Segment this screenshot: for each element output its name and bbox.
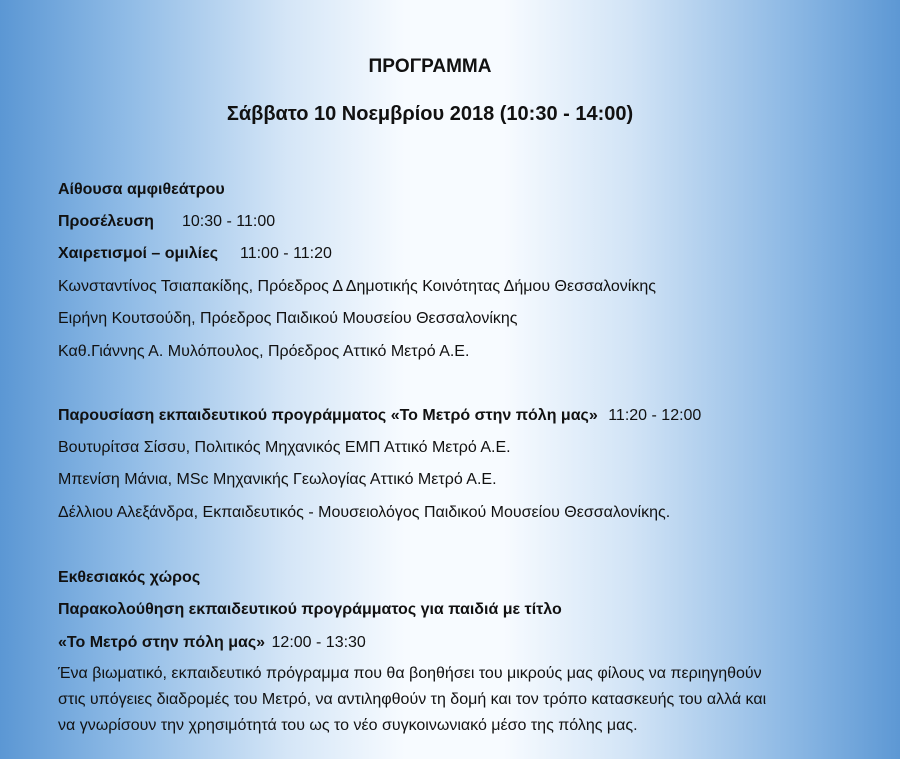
section2-heading: Παρουσίαση εκπαιδευτικού προγράμματος «Το Μετρό στην πόλη μας» (58, 407, 598, 424)
program-description (58, 661, 858, 739)
section1-heading: Αίθουσα αμφιθεάτρου (58, 181, 225, 198)
speaker-line: Μπενίση Μάνια, MSc Μηχανικής Γεωλογίας Αττικό Μετρό Α.Ε. (58, 471, 497, 488)
date-line: Σάββατο 10 Νοεμβρίου 2018 (10:30 - 14:00) (226, 103, 634, 125)
program-time: 12:00 - 13:30 (271, 634, 366, 651)
greetings-time: 11:00 - 11:20 (240, 245, 332, 262)
greetings-label: Χαιρετισμοί – ομιλίες (58, 245, 219, 262)
speaker-line: Βουτυρίτσα Σίσσυ, Πολιτικός Μηχανικός ΕΜΠ Αττικό Μετρό Α.Ε. (58, 439, 511, 456)
page-title: ΠΡΟΓΡΑΜΜΑ (368, 56, 492, 77)
program-title: «Το Μετρό στην πόλη μας» (58, 634, 266, 651)
program-title-line (58, 633, 366, 653)
arrival-time: 10:30 - 11:00 (182, 213, 276, 230)
section2-time: 11:20 - 12:00 (608, 407, 702, 424)
section3-subheading: Παρακολούθηση εκπαιδευτικού προγράμματος για παιδιά με τίτλο (58, 601, 562, 618)
description-line: Ένα βιωματικό, εκπαιδευτικό πρόγραμμα που θα βοηθήσει του μικρούς μας φίλους να περιηγηθούν (58, 665, 762, 682)
description-line: να γνωρίσουν την χρησιμότητά του ως το νέο συγκοινωνιακό μέσο της πόλης μας. (58, 717, 638, 734)
speaker-line: Ειρήνη Κουτσούδη, Πρόεδρος Παιδικού Μουσείου Θεσσαλονίκης (58, 310, 518, 327)
speaker-line: Κωνσταντίνος Τσιαπακίδης, Πρόεδρος Δ Δημοτικής Κοινότητας Δήμου Θεσσαλονίκης (58, 278, 656, 295)
section2-heading-line (58, 406, 701, 426)
speaker-line: Δέλλιου Αλεξάνδρα, Εκπαιδευτικός - Μουσειολόγος Παιδικού Μουσείου Θεσσαλονίκης. (58, 504, 671, 521)
description-line: στις υπόγειες διαδρομές του Μετρό, να αντιληφθούν τη δομή και τον τρόπο κατασκευής του αλλά και (58, 691, 767, 708)
speaker-line: Καθ.Γιάννης Α. Μυλόπουλος, Πρόεδρος Αττικό Μετρό Α.Ε. (58, 343, 470, 360)
arrival-label: Προσέλευση (58, 213, 154, 230)
section3-heading: Εκθεσιακός χώρος (58, 569, 201, 586)
